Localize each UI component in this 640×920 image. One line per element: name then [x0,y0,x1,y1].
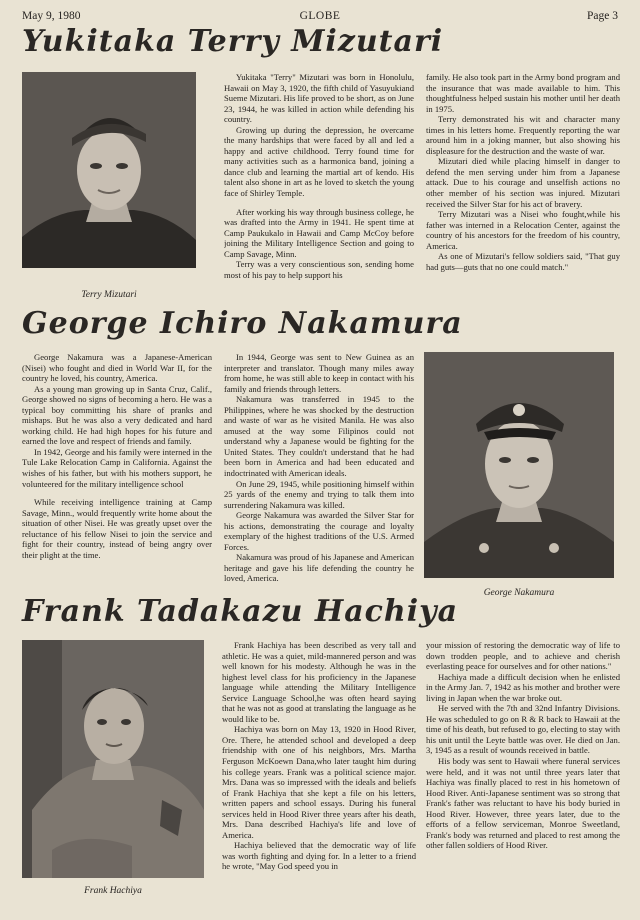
column-george-1 [22,352,212,600]
paragraph: Hachiya was born on May 13, 1920 in Hood River, Ore. There, he attended school and developed a deep friendship with one of his neighbors, Mrs. Martha Ferguson McKoewn Dana,who later taught him during his college years. Frank was a political science major. Mrs. Dana was so impressed with the ideals and beliefs of Frank Hachiya that she kept a file on his letters, written papers and school essays. During his funeral services held in Hood River three years after his death, Mrs. Dana described Hachiya's life and love of America. [222,724,416,840]
paragraph: As a young man growing up in Santa Cruz, Calif., George showed no signs of becoming a hero. He was a typical boy committing his share of pranks and mishaps. But he was also a very dedicated and hard working child. He had high hopes for his future and earned the love and respect of friends and family. [22,383,212,447]
paragraph: Frank Hachiya has been described as very tall and athletic. He was a quiet, mild-mannered person and was well known for his modesty. Although he was in the highest level class for his proficiency in the Japanese language while attending the Military Intelligence Service Language School,he was often heard saying that he was not as good at translating the language as he would like to be. [222,640,416,724]
paragraph: Hachiya believed that the democratic way of life was worth fighting and dying for. In a letter to a friend he wrote, "May God speed you in [222,840,416,872]
column-frank-1 [222,640,416,912]
portrait-silhouette-icon [22,72,196,268]
paragraph: Hachiya made a difficult decision when he enlisted in the Army Jan. 7, 1942 as his mother and brother were living in Japan when the war broke out. [426,671,620,703]
photo-terry-mizutari [22,72,196,268]
paragraph: He served with the 7th and 32nd Infantry Divisions. He was scheduled to go on R & R back to Hawaii at the time of his death, but refused to go, electing to stay with his unit until the Leyte battle was over. He died on Jan. 3, 1945 as a result of wounds received in battle. [426,703,620,756]
paragraph: On June 29, 1945, while positioning himself within 25 yards of the enemy and trying to talk them into surrendering Nakamura was killed. [224,478,414,510]
heading-terry-mizutari: Yukitaka Terry Mizutari [22,24,444,59]
heading-george-nakamura: George Ichiro Nakamura [22,306,463,341]
column-frank-2 [426,640,620,912]
page-number: Page 3 [587,10,618,22]
paragraph: As one of Mizutari's fellow soldiers said, "That guy had guts—guts that no one could match." [426,251,620,272]
paragraph: your mission of restoring the democratic way of life to down trodden people, and to achieve and cherish everlasting peace for ourselves and for other nations." [426,640,620,672]
paragraph: In 1942, George and his family were interned in the Tule Lake Relocation Camp in California. Against the wishes of his father, but with his mothers support, he volunteered for the military intelligence school [22,446,212,489]
portrait-silhouette-icon [22,640,204,878]
caption-george-nakamura: George Nakamura [483,588,555,598]
paragraph: In 1944, George was sent to New Guinea as an interpreter and translator. Though many miles away from home, he was still able to keep in contact with his family and friends through letters. [224,352,414,394]
paragraph: Nakamura was proud of his Japanese and American heritage and gave his life defending the country he loved, America. [224,552,414,584]
paragraph: Growing up during the depression, he overcame the many hardships that were faced by all and led a happy and active childhood. Terry found time for many activities such as a harmonica band, joining a dance club and learning the martial art of kendo. His talent also shone in art as he loved to sketch the young face of Shirley Temple. [224,124,414,199]
paragraph: Nakamura was transferred in 1945 to the Philippines, where he was shocked by the destruction and waste of war as he visited Manila. He was also amused at the way some Filipinos could not understand why a Japanese would be fighting for the United States. They couldn't understand that he had been born in America and had been educated and indoctrinated with American ideals. [224,394,414,479]
paragraph: George Nakamura was a Japanese-American (Nisei) who fought and died in World War II, for the country he loved, his country, America. [22,352,212,384]
paragraph: While receiving intelligence training at Camp Savage, Minn., would frequently write home about the situation of other Nisei. He was greatly upset over the reluctance of his fellow Nisei to join the service and fight for their country, instead of being angry over their plight at the time. [22,497,212,560]
column-terry-1 [224,72,414,304]
heading-frank-hachiya: Frank Tadakazu Hachiya [22,594,459,629]
paragraph: Mizutari died while placing himself in danger to defend the men serving under him from a Japanese attack. Due to his courage and unselfish actions no other member of his section was injured. Mizutari received the Silver Star for his act of bravery. [426,156,620,209]
issue-date: May 9, 1980 [22,10,81,22]
paragraph: family. He also took part in the Army bond program and the insurance that was made available to him. This thoughtfulness helped sustain his mother until her death in 1975. [426,72,620,114]
paragraph: Terry demonstrated his wit and character many times in his letters home. Frequently reporting the war around him in a joking manner, but also showing his displeasure for the destruction and the waste of war. [426,114,620,156]
paragraph: Yukitaka "Terry" Mizutari was born in Honolulu, Hawaii on May 3, 1920, the fifth child of Yasuyukiand Sueme Mizutari. His life proved to be short, as on June 23, 1944, he was killed in action while defending his country. [224,72,414,125]
column-terry-2 [426,72,620,304]
newspaper-title: GLOBE [299,10,341,22]
photo-frank-hachiya [22,640,204,878]
paragraph: Terry was a very conscientious son, sending home most of his pay to help support his [224,259,414,280]
paragraph: George Nakamura was awarded the Silver Star for his actions, demonstrating the courage and loyalty exemplary of the highest traditions of the U.S. Armed Forces. [224,510,414,552]
column-george-2 [224,352,414,600]
paragraph: His body was sent to Hawaii where funeral services were held, and it was not until three years later that Hachiya was finally placed to rest in his hometown of Hood River. Anti-Japanese sentiment was so strong that Frank's father was reluctant to have his body buried in Hood River. However, three years later, due to the efforts of a fellow serviceman, Monroe Sweetland, Frank's body was returned and placed to rest among the other fallen soldiers of Hood River. [426,756,620,851]
caption-frank-hachiya: Frank Hachiya [84,886,142,896]
portrait-silhouette-icon [424,352,614,578]
paragraph: After working his way through business college, he was drafted into the Army in 1941. He spent time at Camp Paukukalo in Hawaii and Camp McCoy before joining the Military Intelligence Section and going to Camp Savage, Minn. [224,206,414,259]
caption-terry-mizutari: Terry Mizutari [81,290,137,300]
photo-george-nakamura [424,352,614,578]
paragraph: Terry Mizutari was a Nisei who fought,while his father was interned in a Relocation Center, against the country of his ancestors for the freedom of his country, America. [426,209,620,251]
